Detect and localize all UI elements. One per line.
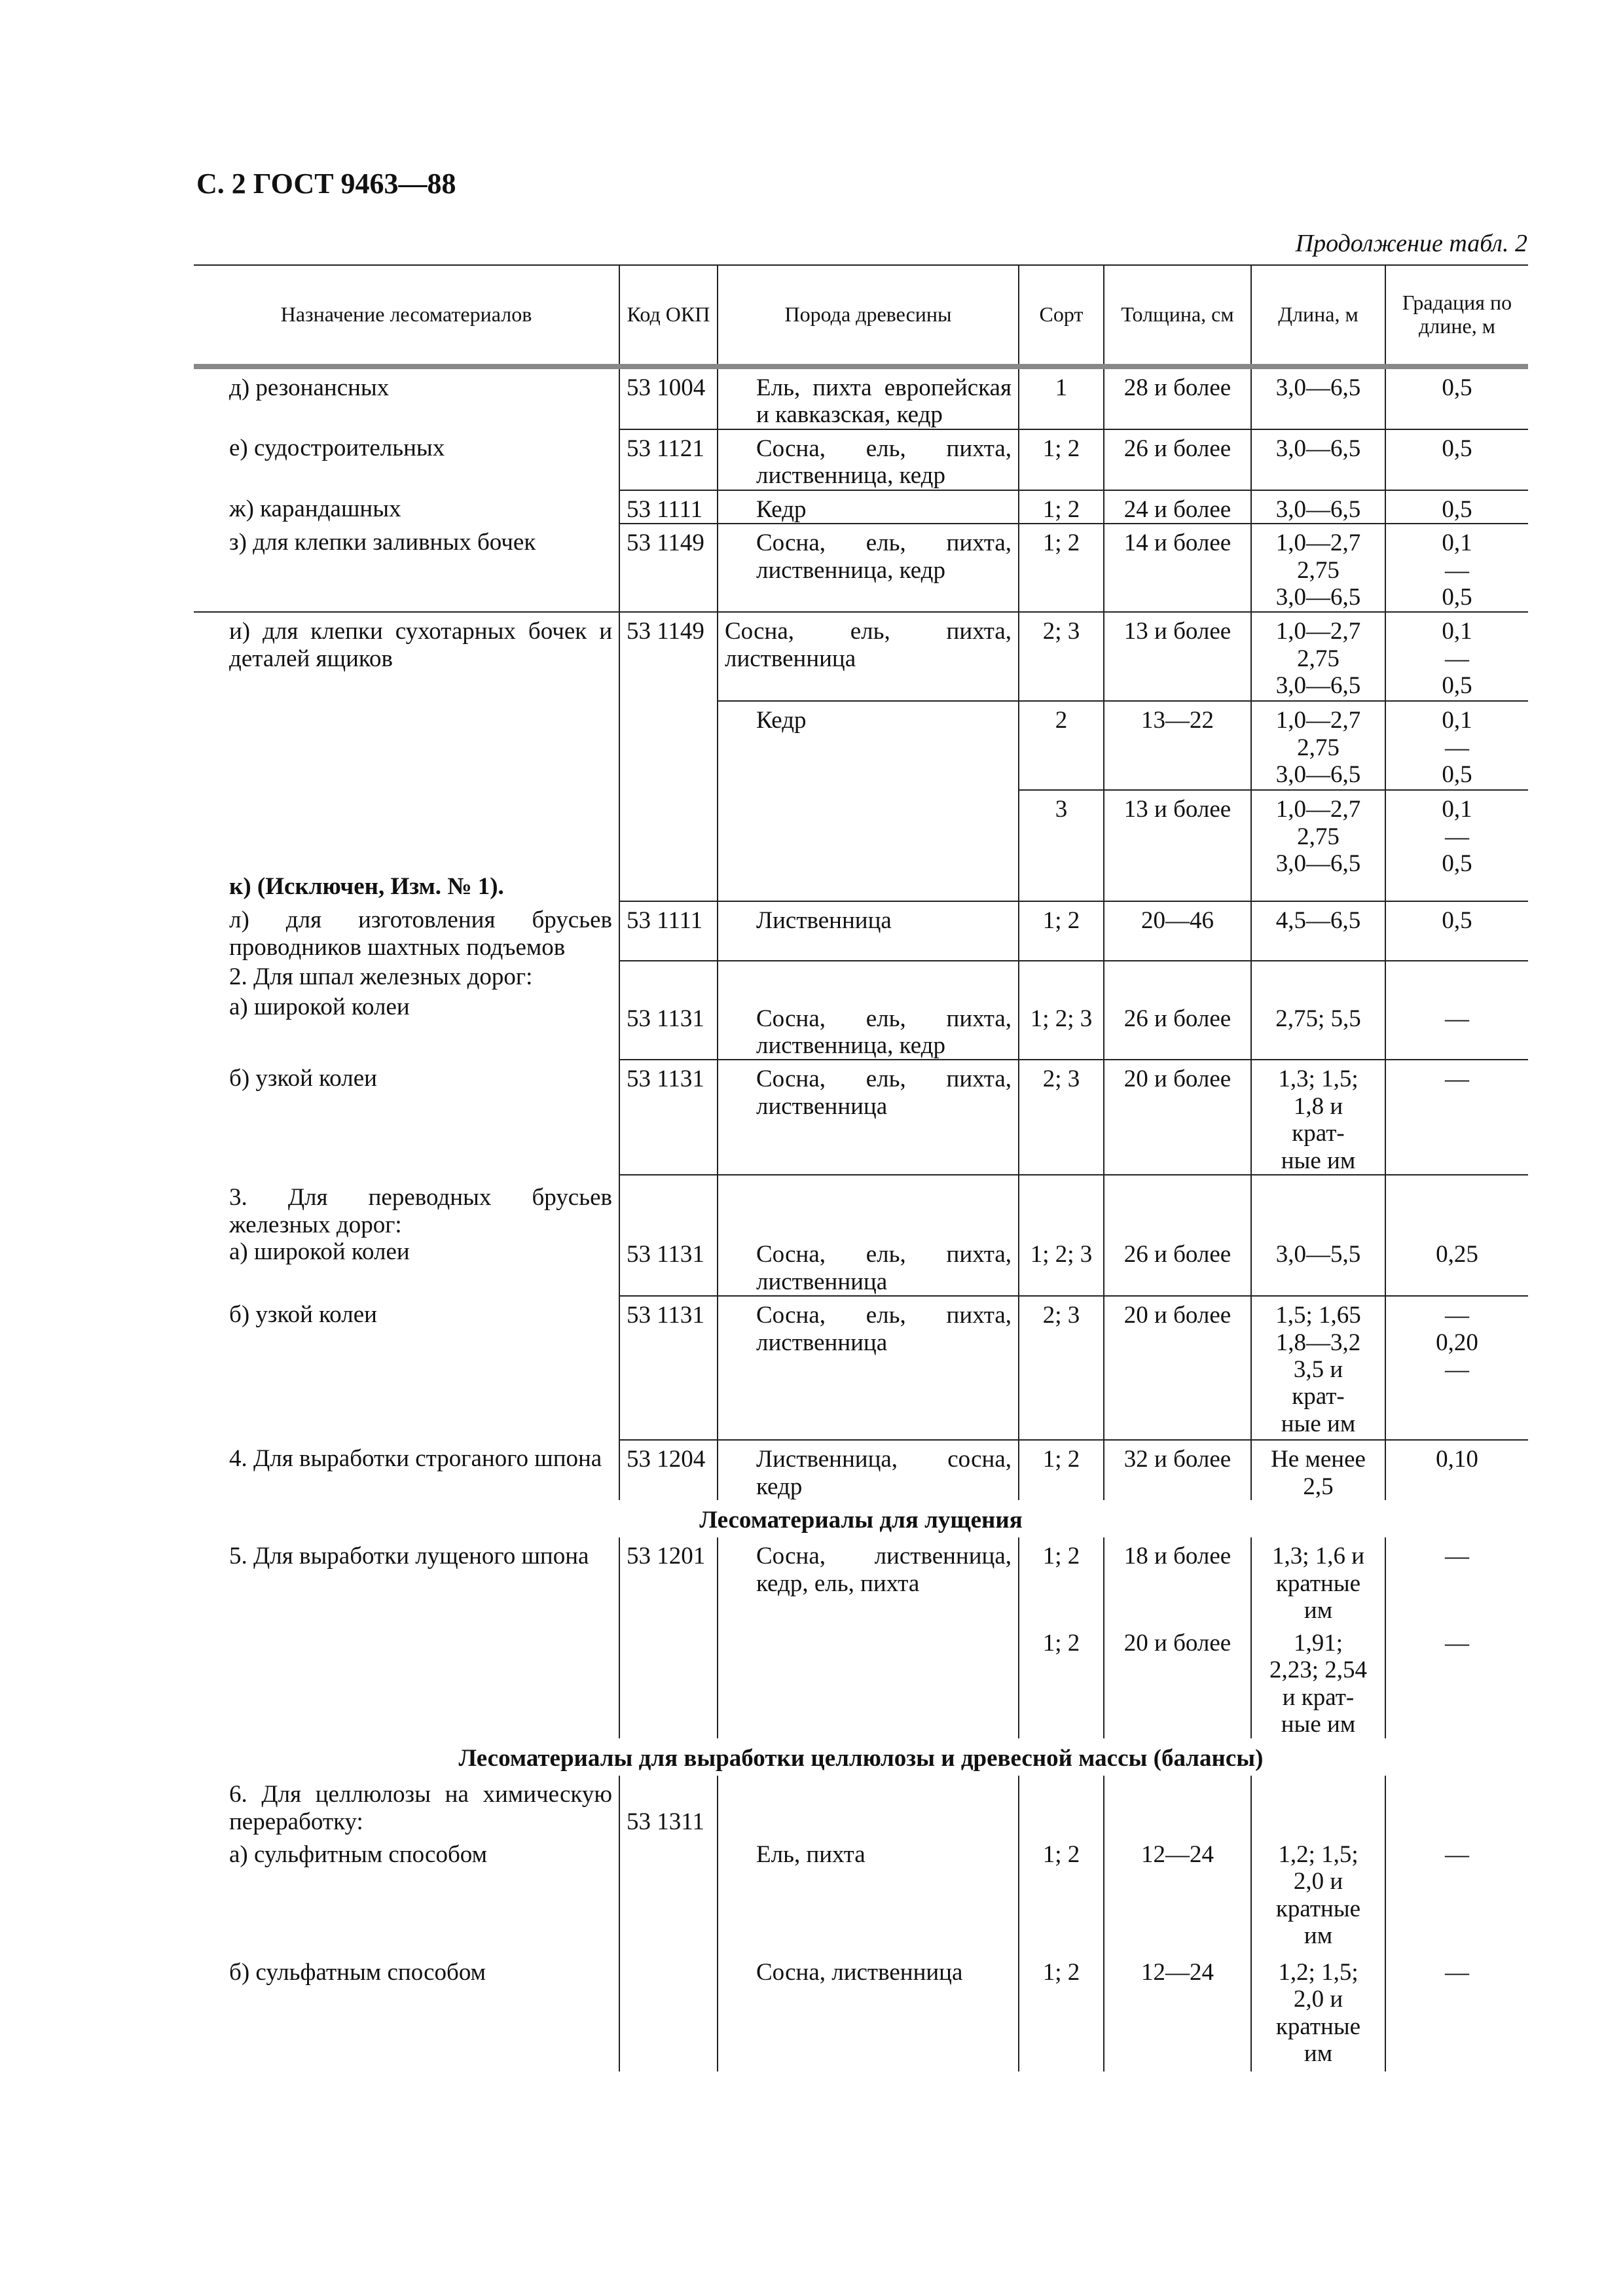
table-row [194, 1238, 1528, 1296]
cell-thickness: 26 и более [1104, 429, 1251, 490]
cell-gradation: — [1385, 1624, 1528, 1738]
cell-okp [619, 1175, 718, 1238]
page-header: С. 2 ГОСТ 9463—88 [196, 168, 456, 200]
cell-length: 1,0—2,7 2,75 3,0—6,5 [1251, 790, 1385, 901]
cell-species: Сосна, лиственница [718, 1954, 1019, 2072]
table-row [194, 1954, 1528, 2072]
cell-species: Сосна, ель, пихта, лиственница [718, 612, 1019, 701]
cell-thickness: 20 и более [1104, 1624, 1251, 1738]
cell-grade: 1; 2 [1019, 429, 1104, 490]
cell-purpose-group: 6. Для целлюлозы на химическую переработку: [229, 1781, 612, 1835]
table-continuation-label: Продолжение табл. 2 [1295, 230, 1527, 257]
table-row [194, 1624, 1528, 1738]
cell-thickness: 28 и более [1104, 367, 1251, 429]
cell-species [718, 1624, 1019, 1738]
cell-species: Кедр [718, 490, 1019, 524]
table-row [194, 1537, 1528, 1624]
cell-grade: 1; 2 [1019, 490, 1104, 524]
cell-okp: 53 1131 [619, 1296, 718, 1440]
table-row [194, 991, 1528, 1060]
cell-length [1251, 961, 1385, 990]
cell-grade: 1; 2; 3 [1019, 991, 1104, 1060]
col-gradation-header: Градация по длине, м [1385, 265, 1528, 367]
cell-length: 3,0—6,5 [1251, 490, 1385, 524]
cell-thickness: 13 и более [1104, 612, 1251, 701]
cell-purpose: ж) карандашных [229, 495, 401, 522]
cell-thickness: 12—24 [1104, 1836, 1251, 1954]
cell-species: Сосна, ель, пихта, лиственница, кедр [718, 429, 1019, 490]
cell-okp: 53 1131 [619, 991, 718, 1060]
table-row [194, 367, 1528, 429]
table-row [194, 701, 1528, 790]
cell-grade: 3 [1019, 790, 1104, 901]
cell-gradation: — [1385, 1836, 1528, 1954]
cell-purpose: а) сульфитным способом [229, 1840, 488, 1868]
table-row [194, 1296, 1528, 1440]
cell-thickness: 26 и более [1104, 991, 1251, 1060]
cell-grade: 2; 3 [1019, 1296, 1104, 1440]
table-header-row [194, 265, 1528, 367]
col-purpose-header: Назначение лесоматериалов [194, 265, 619, 367]
cell-gradation [1385, 1175, 1528, 1238]
cell-okp [619, 701, 718, 790]
cell-gradation: 0,25 [1385, 1238, 1528, 1296]
cell-okp: 53 1131 [619, 1060, 718, 1175]
cell-grade: 2; 3 [1019, 1060, 1104, 1175]
cell-purpose: 5. Для выработки лущеного шпона [229, 1543, 589, 1570]
cell-length: 1,3; 1,5; 1,8 и крат- ные им [1251, 1060, 1385, 1175]
cell-thickness: 13 и более [1104, 790, 1251, 901]
cell-length: 1,0—2,7 2,75 3,0—6,5 [1251, 701, 1385, 790]
cell-okp [619, 1836, 718, 1954]
cell-length: 1,2; 1,5; 2,0 и кратные им [1251, 1954, 1385, 2072]
table-row [194, 1060, 1528, 1175]
cell-purpose-group: 2. Для шпал железных дорог: [229, 963, 533, 991]
cell-length: 3,0—5,5 [1251, 1238, 1385, 1296]
section-title-peeling: Лесоматериалы для лущения [699, 1507, 1023, 1534]
cell-length: 1,0—2,7 2,75 3,0—6,5 [1251, 524, 1385, 612]
cell-species: Сосна, ель, пихта, лиственница, кедр [718, 991, 1019, 1060]
cell-length: 3,0—6,5 [1251, 429, 1385, 490]
section-row [194, 1500, 1528, 1537]
table-row [194, 1175, 1528, 1238]
table-row [194, 790, 1528, 901]
cell-purpose: а) широкой колеи [229, 1238, 410, 1266]
col-okp-header: Код ОКП [619, 265, 718, 367]
col-thickness-header: Толщина, см [1104, 265, 1251, 367]
cell-purpose: а) широкой колеи [229, 993, 410, 1020]
cell-species: Лиственница [718, 901, 1019, 961]
cell-grade: 1; 2 [1019, 1954, 1104, 2072]
timber-table [194, 264, 1528, 2072]
cell-thickness: 20—46 [1104, 901, 1251, 961]
section-title-pulp: Лесоматериалы для выработки целлюлозы и древесной массы (балансы) [458, 1744, 1264, 1772]
cell-purpose: б) сульфатным способом [229, 1958, 486, 1986]
cell-purpose [194, 1624, 619, 1738]
cell-thickness [1104, 961, 1251, 990]
cell-purpose-group: 3. Для переводных брусьев железных дорог: [229, 1184, 612, 1238]
cell-purpose: 4. Для выработки строганого шпона [229, 1445, 602, 1473]
cell-species: Сосна, ель, пихта, лиственница, кедр [718, 524, 1019, 612]
cell-grade [1019, 1776, 1104, 1835]
cell-species [718, 1776, 1019, 1835]
cell-length: 1,0—2,7 2,75 3,0—6,5 [1251, 612, 1385, 701]
cell-thickness: 24 и более [1104, 490, 1251, 524]
cell-grade: 2 [1019, 701, 1104, 790]
cell-gradation [1385, 1776, 1528, 1835]
cell-gradation: 0,5 [1385, 429, 1528, 490]
cell-grade: 1; 2 [1019, 524, 1104, 612]
cell-length: 1,5; 1,65 1,8—3,2 3,5 и крат- ные им [1251, 1296, 1385, 1440]
col-grade-header: Сорт [1019, 265, 1104, 367]
cell-okp: 53 1131 [619, 1238, 718, 1296]
table-row [194, 612, 1528, 701]
cell-gradation: — [1385, 1954, 1528, 2072]
table-row [194, 901, 1528, 961]
cell-length: 3,0—6,5 [1251, 367, 1385, 429]
cell-gradation: — [1385, 1537, 1528, 1624]
cell-thickness: 20 и более [1104, 1296, 1251, 1440]
cell-grade: 1 [1019, 367, 1104, 429]
cell-length [1251, 1175, 1385, 1238]
cell-okp: 53 1311 [619, 1776, 718, 1835]
section-row [194, 1738, 1528, 1776]
cell-length: 1,2; 1,5; 2,0 и кратные им [1251, 1836, 1385, 1954]
cell-thickness [1104, 1175, 1251, 1238]
cell-length: Не менее 2,5 [1251, 1440, 1385, 1500]
cell-grade: 1; 2 [1019, 1836, 1104, 1954]
cell-species: Сосна, ель, пихта, лиственница [718, 1296, 1019, 1440]
cell-gradation: 0,1 — 0,5 [1385, 701, 1528, 790]
cell-length: 2,75; 5,5 [1251, 991, 1385, 1060]
cell-okp: 53 1111 [619, 490, 718, 524]
cell-okp: 53 1149 [619, 524, 718, 612]
cell-gradation: — [1385, 1060, 1528, 1175]
cell-thickness: 26 и более [1104, 1238, 1251, 1296]
cell-okp [619, 961, 718, 990]
cell-length: 1,91; 2,23; 2,54 и крат- ные им [1251, 1624, 1385, 1738]
cell-okp [619, 1954, 718, 2072]
cell-thickness: 14 и более [1104, 524, 1251, 612]
cell-thickness: 18 и более [1104, 1537, 1251, 1624]
cell-length: 4,5—6,5 [1251, 901, 1385, 961]
cell-okp: 53 1149 [619, 612, 718, 701]
cell-grade: 1; 2 [1019, 1624, 1104, 1738]
cell-grade: 2; 3 [1019, 612, 1104, 701]
cell-okp [619, 1624, 718, 1738]
cell-species: Кедр [718, 701, 1019, 790]
cell-species: Сосна, ель, пихта, лиственница [718, 1060, 1019, 1175]
cell-grade: 1; 2 [1019, 901, 1104, 961]
cell-purpose: и) для клепки сухотарных бочек и деталей ящиков [194, 612, 619, 701]
cell-gradation: 0,1 — 0,5 [1385, 790, 1528, 901]
cell-okp: 53 1201 [619, 1537, 718, 1624]
cell-species [718, 790, 1019, 901]
cell-purpose-excluded: к) (Исключен, Изм. № 1). [229, 872, 504, 900]
table-row [194, 490, 1528, 524]
cell-purpose: б) узкой колеи [229, 1065, 377, 1092]
cell-thickness: 12—24 [1104, 1954, 1251, 2072]
cell-length [1251, 1776, 1385, 1835]
cell-purpose: б) узкой колеи [229, 1301, 377, 1329]
cell-gradation: 0,5 [1385, 490, 1528, 524]
cell-grade: 1; 2 [1019, 1440, 1104, 1500]
col-length-header: Длина, м [1251, 265, 1385, 367]
cell-gradation: 0,1 — 0,5 [1385, 612, 1528, 701]
col-species-header: Порода древесины [718, 265, 1019, 367]
cell-thickness: 20 и более [1104, 1060, 1251, 1175]
cell-grade [1019, 961, 1104, 990]
cell-species: Ель, пихта европейская и кавказская, кедр [718, 367, 1019, 429]
cell-okp: 53 1004 [619, 367, 718, 429]
cell-purpose: з) для клепки заливных бочек [229, 529, 536, 556]
cell-okp [619, 790, 718, 901]
cell-thickness: 32 и более [1104, 1440, 1251, 1500]
cell-length: 1,3; 1,6 и кратные им [1251, 1537, 1385, 1624]
cell-purpose: д) резонансных [229, 374, 390, 401]
cell-gradation: — [1385, 991, 1528, 1060]
cell-species: Ель, пихта [718, 1836, 1019, 1954]
cell-species [718, 961, 1019, 990]
cell-species: Сосна, ель, пихта, лиственница [718, 1238, 1019, 1296]
cell-grade [1019, 1175, 1104, 1238]
cell-purpose [194, 701, 619, 790]
cell-thickness [1104, 1776, 1251, 1835]
table-row [194, 524, 1528, 612]
cell-okp: 53 1204 [619, 1440, 718, 1500]
table-row [194, 1776, 1528, 1835]
cell-species: Лиственница, сосна, кедр [718, 1440, 1019, 1500]
cell-gradation: 0,10 [1385, 1440, 1528, 1500]
cell-species [718, 1175, 1019, 1238]
table-row [194, 961, 1528, 990]
table-row [194, 429, 1528, 490]
cell-thickness: 13—22 [1104, 701, 1251, 790]
cell-gradation: 0,5 [1385, 901, 1528, 961]
cell-okp: 53 1121 [619, 429, 718, 490]
cell-gradation: 0,1 — 0,5 [1385, 524, 1528, 612]
cell-okp: 53 1111 [619, 901, 718, 961]
table-row [194, 1440, 1528, 1500]
cell-gradation [1385, 961, 1528, 990]
cell-gradation: 0,5 [1385, 367, 1528, 429]
cell-grade: 1; 2; 3 [1019, 1238, 1104, 1296]
cell-gradation: — 0,20 — [1385, 1296, 1528, 1440]
cell-grade: 1; 2 [1019, 1537, 1104, 1624]
table-row [194, 1836, 1528, 1954]
cell-species: Сосна, лиственница, кедр, ель, пихта [718, 1537, 1019, 1624]
cell-purpose: л) для изготовления брусьев проводников шахтных подъемов [229, 906, 612, 961]
cell-purpose: е) судостроительных [229, 434, 445, 461]
